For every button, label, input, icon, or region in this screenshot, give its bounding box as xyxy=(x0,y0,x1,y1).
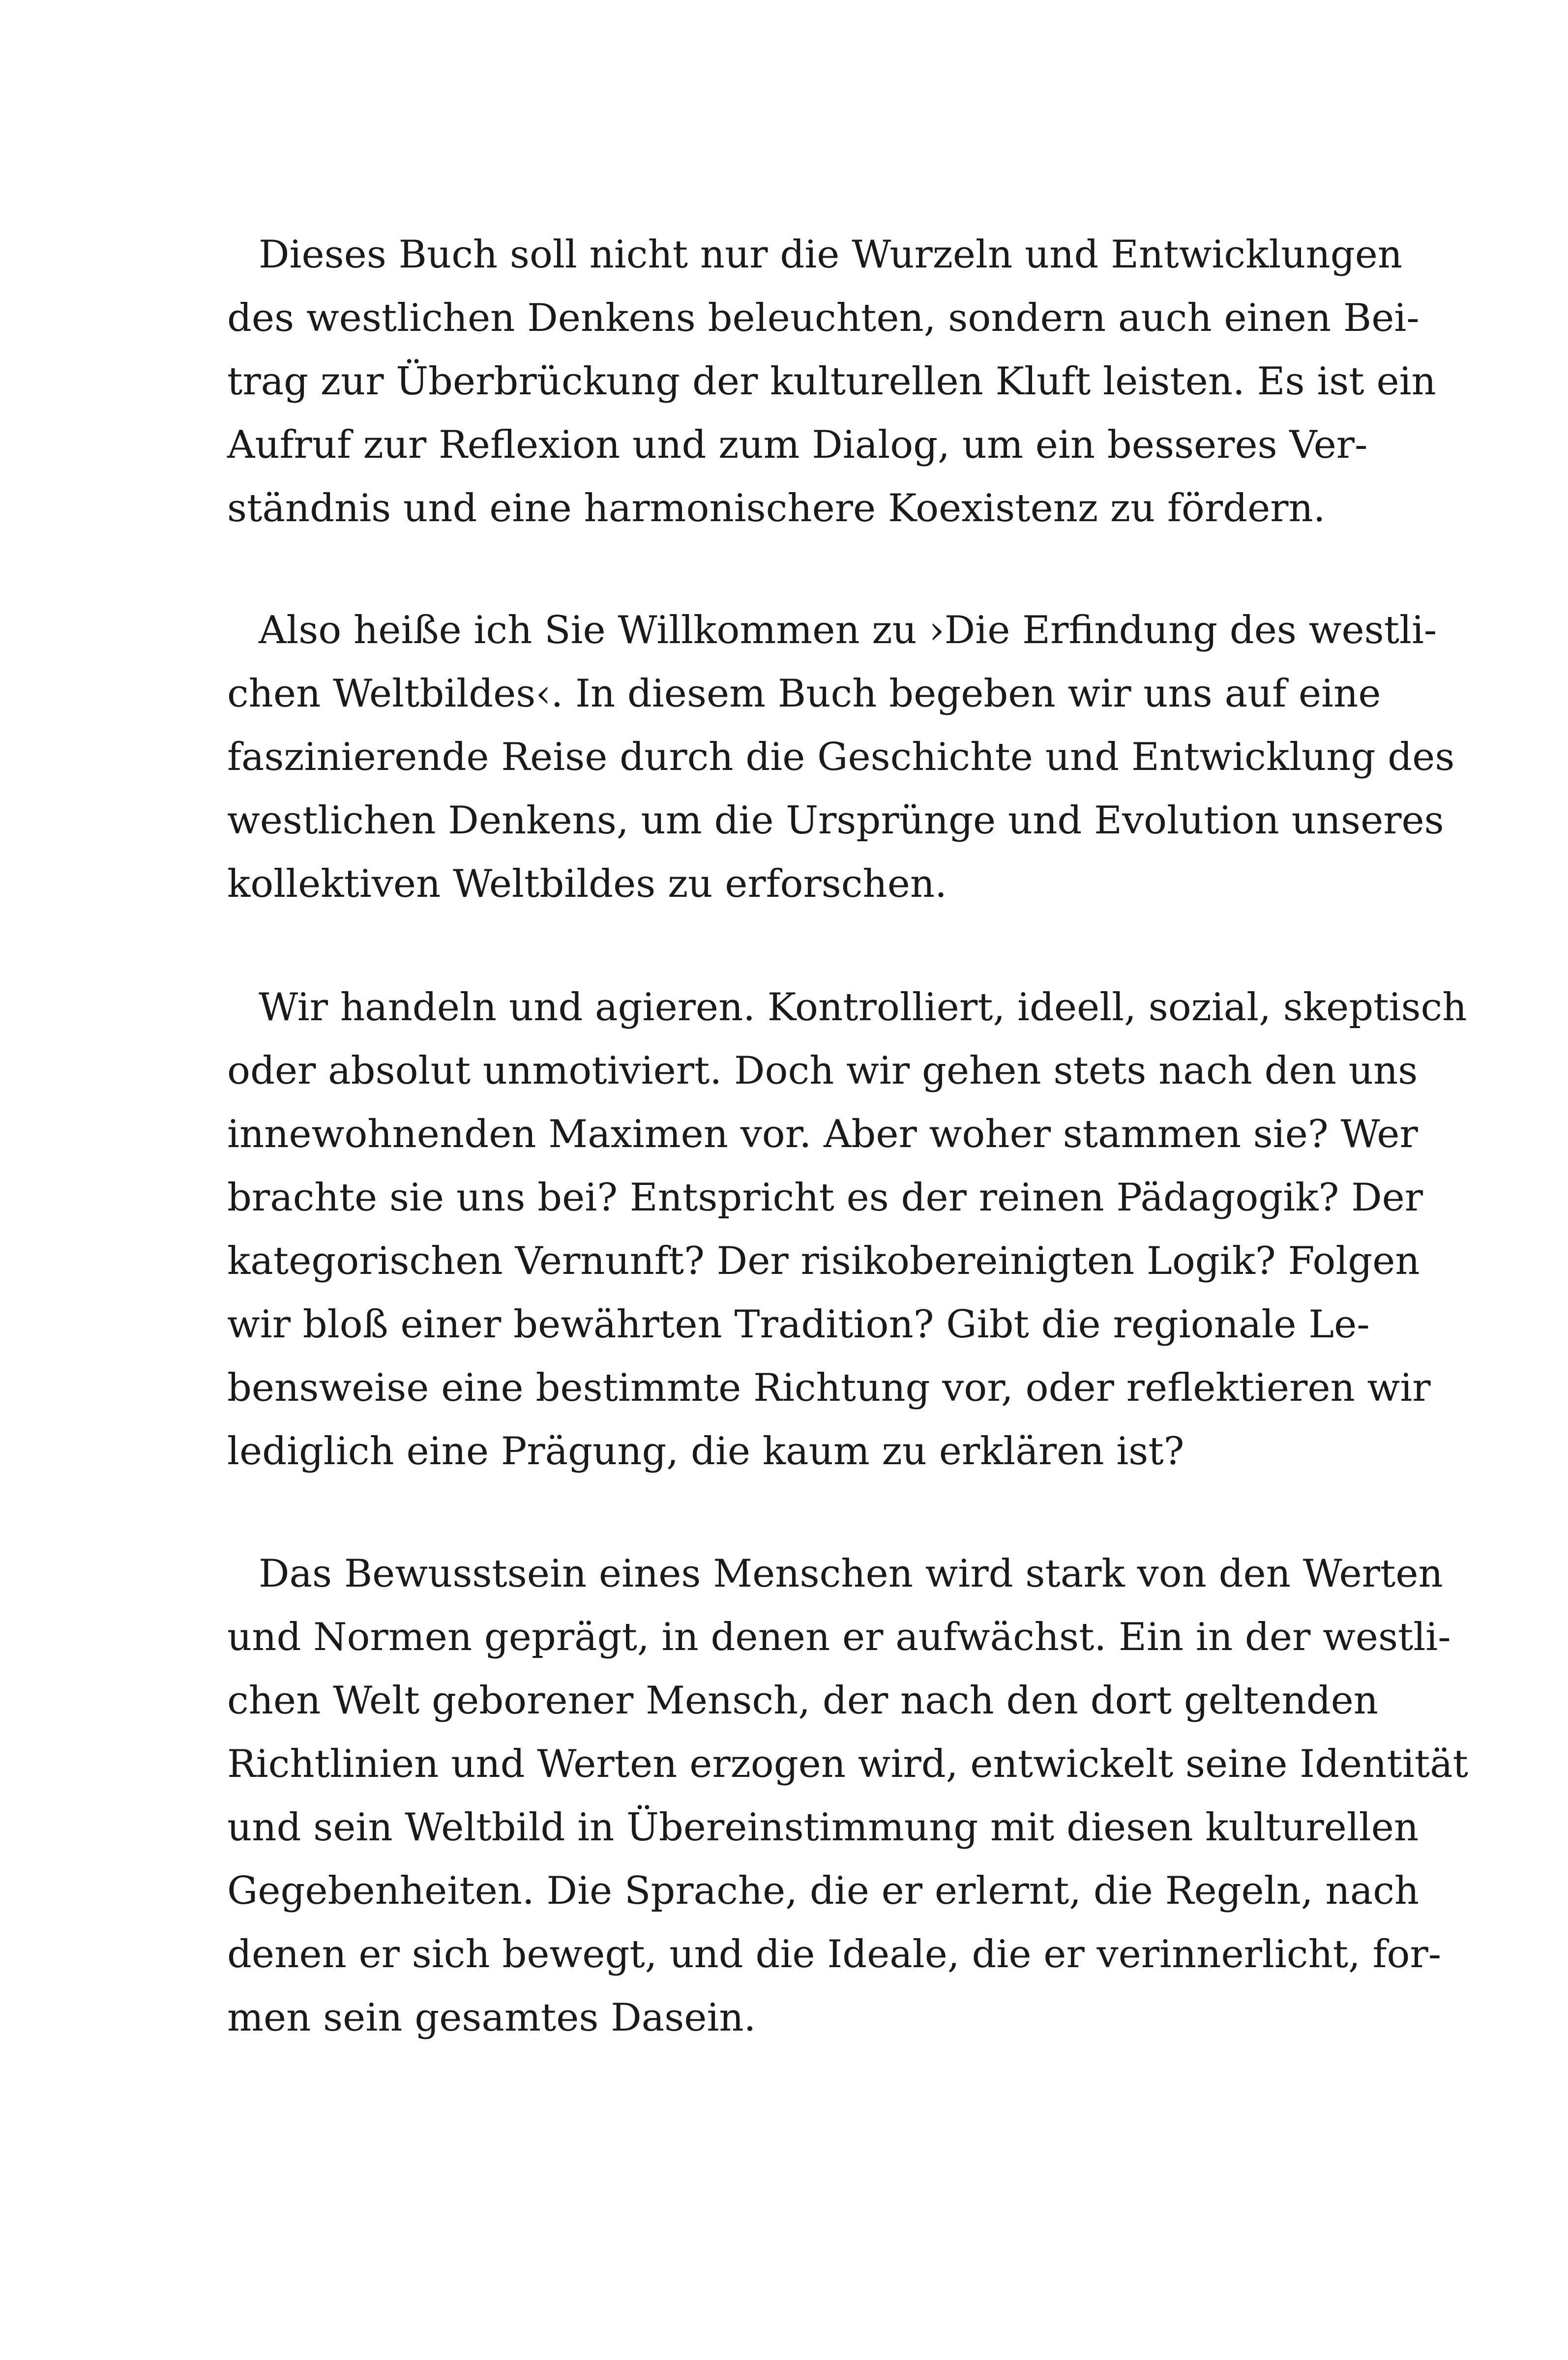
text-line: kategorischen Vernunft? Der risikobereinigten Logik? Folgen xyxy=(227,1239,1420,1283)
text-line: chen Welt geborener Mensch, der nach den dort geltenden xyxy=(227,1679,1379,1723)
text-line: kollektiven Weltbildes zu erforschen. xyxy=(227,862,947,906)
text-line: denen er sich bewegt, und die Ideale, die er verinnerlicht, for- xyxy=(227,1932,1442,1976)
text-line: Gegebenheiten. Die Sprache, die er erlernt, die Regeln, nach xyxy=(227,1869,1420,1913)
text-line: bensweise eine bestimmte Richtung vor, oder reflektieren wir xyxy=(227,1366,1431,1410)
text-line: Also heiße ich Sie Willkommen zu ›Die Erfindung des westli- xyxy=(259,608,1437,652)
paragraph-2 xyxy=(227,599,1455,916)
text-line: und Normen geprägt, in denen er aufwächst. Ein in der westli- xyxy=(227,1615,1451,1659)
text-line: ständnis und eine harmonischere Koexistenz zu fördern. xyxy=(227,486,1326,531)
text-line: Das Bewusstsein eines Menschen wird stark von den Werten xyxy=(259,1552,1443,1596)
text-line: trag zur Überbrückung der kulturellen Kluft leisten. Es ist ein xyxy=(227,359,1436,404)
text-line: und sein Weltbild in Übereinstimmung mit diesen kulturellen xyxy=(227,1805,1419,1850)
text-line: Dieses Buch soll nicht nur die Wurzeln und Entwicklungen xyxy=(259,233,1403,277)
text-line: men sein gesamtes Dasein. xyxy=(227,1996,756,2040)
text-line: innewohnenden Maximen vor. Aber woher stammen sie? Wer xyxy=(227,1112,1418,1156)
paragraph-3 xyxy=(227,976,1467,1483)
paragraph-4 xyxy=(227,1542,1468,2050)
text-line: brachte sie uns bei? Entspricht es der reinen Pädagogik? Der xyxy=(227,1176,1423,1220)
text-line: lediglich eine Prägung, die kaum zu erklären ist? xyxy=(227,1429,1184,1474)
text-line: chen Weltbildes‹. In diesem Buch begeben wir uns auf eine xyxy=(227,672,1381,716)
text-line: oder absolut unmotiviert. Doch wir gehen stets nach den uns xyxy=(227,1049,1418,1093)
text-line: Wir handeln und agieren. Kontrolliert, ideell, sozial, skeptisch xyxy=(259,985,1467,1030)
text-line: des westlichen Denkens beleuchten, sondern auch einen Bei- xyxy=(227,296,1420,340)
text-line: faszinierende Reise durch die Geschichte und Entwicklung des xyxy=(227,735,1455,779)
text-line: Aufruf zur Reflexion und zum Dialog, um ein besseres Ver- xyxy=(227,423,1368,467)
text-line: wir bloß einer bewährten Tradition? Gibt die regionale Le- xyxy=(227,1302,1370,1347)
text-line: Richtlinien und Werten erzogen wird, entwickelt seine Identität xyxy=(227,1742,1468,1786)
text-line: westlichen Denkens, um die Ursprünge und Evolution unseres xyxy=(227,798,1444,843)
paragraph-1 xyxy=(227,223,1436,540)
